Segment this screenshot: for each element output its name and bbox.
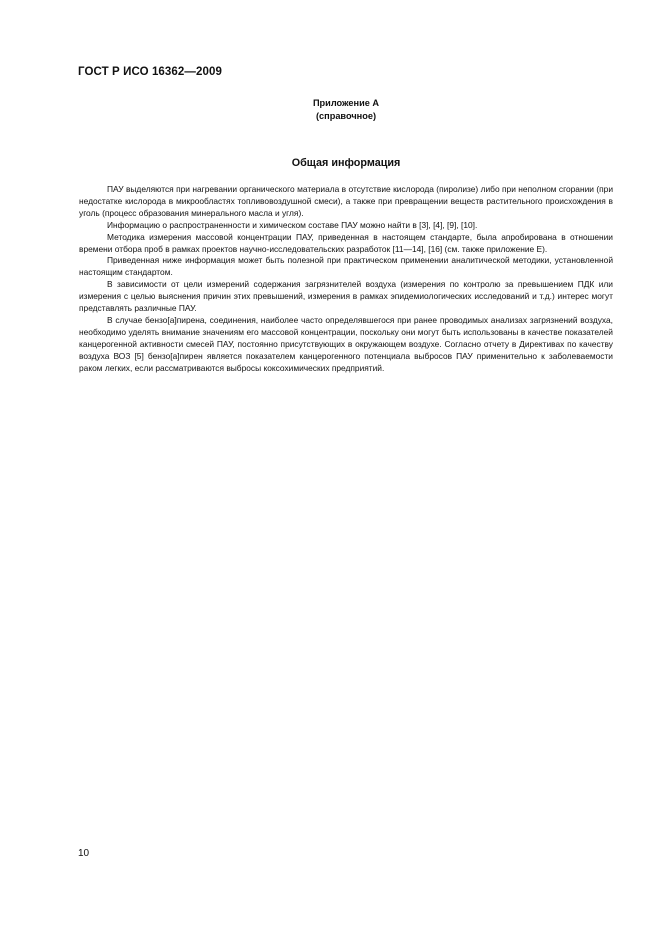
body-text (79, 184, 613, 375)
appendix-title: Приложение А (312, 98, 380, 108)
document-code-header: ГОСТ Р ИСО 16362—2009 (78, 66, 223, 78)
paragraph: Методика измерения массовой концентрации ПАУ, приведенная в настоящем стандарте, была апробирована в отношении времени отбора проб в рамках проектов научно-исследовательских разработок [11—14], [16] (см. также приложение Е). (79, 231, 613, 254)
paragraph: В случае бензо[а]пирена, соединения, наиболее часто определявшегося при ранее проводимых анализах загрязнений воздуха, необходимо уделять внимание значениям его массовой концентрации, поскольку они могут быть использованы в качестве показателей канцерогенной активности смесей ПАУ, постоянно присутствующих в окружающем воздухе. Согласно отчету в Директивах по качеству воздуха ВОЗ [5] бензо[а]пирен является показателем канцерогенного потенциала выбросов ПАУ применительно к заболеваемости раком легких, если рассматриваются выбросы коксохимических предприятий. (79, 314, 613, 373)
paragraph: В зависимости от цели измерений содержания загрязнителей воздуха (измерения по контролю за превышением ПДК или измерения с целью выяснения причин этих превышений, измерения в рамках эпидемиологических исследований и т.д.) интерес могут представлять различные ПАУ. (79, 279, 613, 314)
paragraph: Приведенная ниже информация может быть полезной при практическом применении аналитической методики, установленной настоящим стандартом. (79, 255, 613, 278)
paragraph: ПАУ выделяются при нагревании органического материала в отсутствие кислорода (пиролизе) либо при неполном сгорании (при недостатке кислорода в микрообластях топливовоздушной смеси), а также при превращении веществ растительного происхождения в уголь (процесс образования минерального масла и угля). (79, 184, 613, 218)
appendix-subtitle: (справочное) (315, 111, 376, 121)
appendix-heading (78, 97, 614, 123)
paragraph: Информацию о распространенности и химическом составе ПАУ можно найти в [3], [4], [9], [10]. (107, 219, 478, 230)
section-title: Общая информация (291, 157, 401, 169)
page-number: 10 (78, 848, 90, 859)
